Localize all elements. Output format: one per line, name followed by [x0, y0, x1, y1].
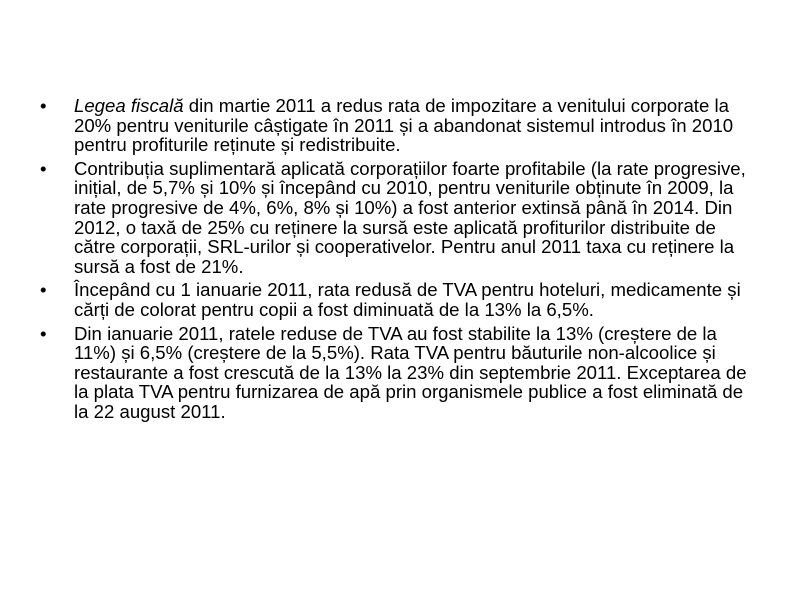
bullet-item-reduced-vat — [40, 280, 760, 319]
bullet-text: Contribuția suplimentară aplicată corporațiilor foarte profitabile (la rate progresive, inițial, de 5,7% și 10% și începând cu 2010, pentru veniturile obținute în 2009, la rate progresive de 4%, 6%, 8% și 10%) a fost anterior extinsă până în 2014. Din 2012, o taxă de 25% cu reținere la sursă este aplicată profiturilor distribuite de către corporații, SRL-urilor și cooperativelor. Pentru anul 2011 taxa cu reținere la sursă a fost de 21%. — [74, 157, 746, 277]
bullet-icon: • — [40, 279, 47, 301]
bullet-text: Din ianuarie 2011, ratele reduse de TVA au fost stabilite la 13% (creștere de la 11%) și 6,5% (creștere de la 5,5%). Rata TVA pentru băuturile non-alcoolice și restaurante a fost crescută de la 13% la 23% din septembrie 2011. Exceptarea de la plata TVA pentru furnizarea de apă prin organismele publice a fost eliminată de la 22 august 2011. — [74, 322, 747, 422]
bullet-lead-text: Legea fiscală — [74, 95, 184, 116]
bullet-item-vat-rates — [40, 324, 760, 422]
bullet-item-fiscal-law — [40, 96, 760, 155]
bullet-list — [40, 96, 760, 426]
bullet-text: Începând cu 1 ianuarie 2011, rata redusă de TVA pentru hoteluri, medicamente și cărți de colorat pentru copii a fost diminuată de la 13% la 6,5%. — [74, 279, 741, 320]
bullet-item-contribution — [40, 159, 760, 277]
bullet-icon: • — [40, 322, 47, 344]
bullet-icon: • — [40, 95, 47, 116]
bullet-icon: • — [40, 157, 47, 179]
bullet-text: din martie 2011 a redus rata de impozitare a venitului corporate la 20% pentru veniturile câștigate în 2011 și a abandonat sistemul introdus în 2010 pentru profiturile reținute și redistribuite. — [74, 95, 734, 156]
